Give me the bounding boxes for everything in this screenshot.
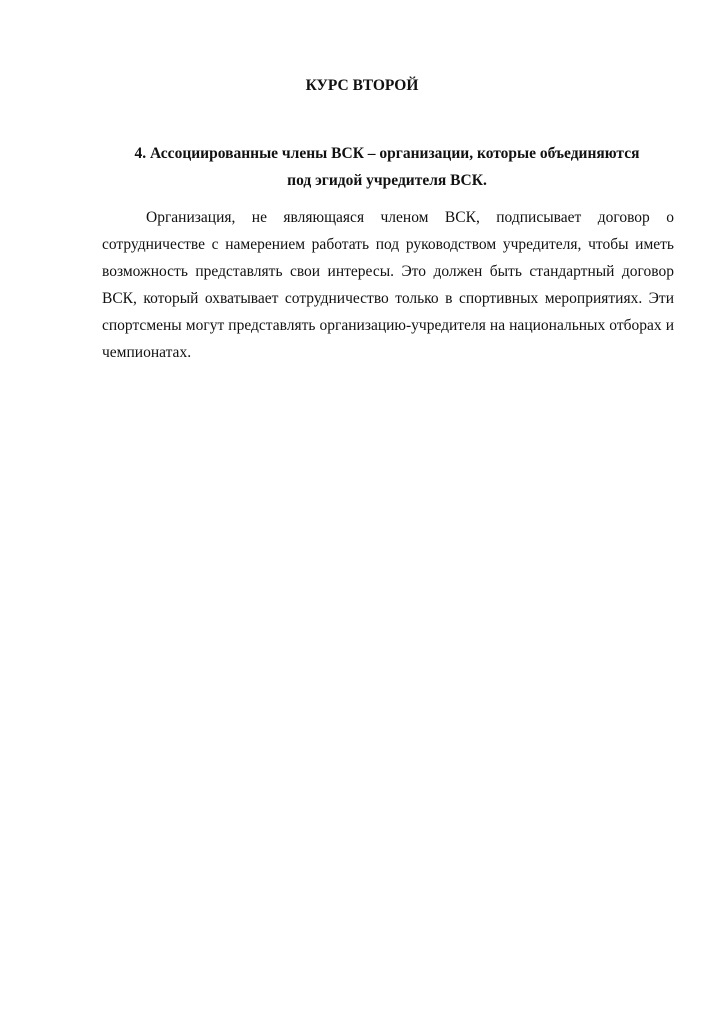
course-title: КУРС ВТОРОЙ xyxy=(305,77,419,94)
body-paragraph: Организация, не являющаяся членом ВСК, подписывает договор о сотрудничестве с намерением работать под руководством учредителя, чтобы иметь возможность представлять свои интересы. Это должен быть стандартный договор ВСК, который охватывает сотрудничество только в спортивных мероприятиях. Эти спортсмены могут представлять организацию-учредителя на национальных отборах и чемпионатах. xyxy=(102,209,674,361)
section-heading xyxy=(100,140,674,194)
section-heading-line-2: под эгидой учредителя ВСК. xyxy=(287,172,487,189)
section-heading-line-1: 4. Ассоциированные члены ВСК – организации, которые объединяются xyxy=(134,145,640,162)
